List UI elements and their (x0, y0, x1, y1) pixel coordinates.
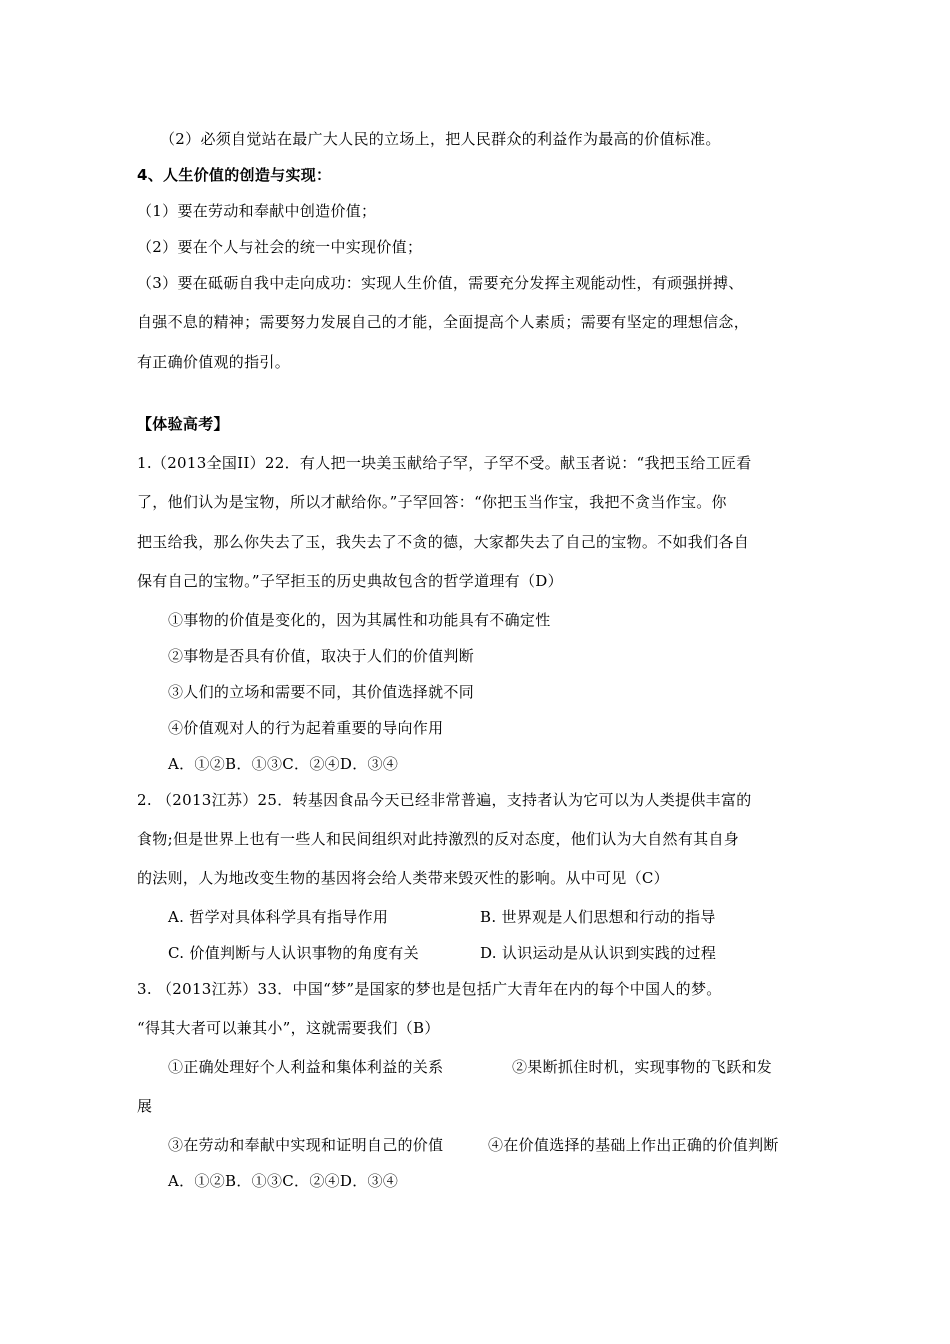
paragraph-line: （1）要在劳动和奉献中创造价值； (137, 202, 377, 220)
question-2-options-row (168, 943, 808, 963)
paragraph-line: 自强不息的精神；需要努力发展自己的才能，全面提高个人素质；需要有坚定的理想信念， (137, 313, 750, 331)
question-1-line: 把玉给我，那么你失去了玉，我失去了不贪的德，大家都失去了自己的宝物。不如我们各自 (137, 533, 750, 551)
question-1-line: 了，他们认为是宝物，所以才献给你。”子罕回答：“你把玉当作宝，我把不贪当作宝。你 (137, 493, 727, 511)
paragraph-line: （3）要在砥砺自我中走向成功：实现人生价值，需要充分发挥主观能动性，有顽强拼搏、 (137, 274, 744, 292)
option-2-continued: 展 (137, 1097, 153, 1115)
question-1-option: ①事物的价值是变化的，因为其属性和功能具有不确定性 (168, 611, 551, 629)
question-3-options-row (168, 1057, 808, 1077)
paragraph-line: （2）必须自觉站在最广大人民的立场上，把人民群众的利益作为最高的价值标准。 (160, 130, 721, 148)
option-b: B. 世界观是人们思想和行动的指导 (480, 908, 716, 926)
question-1-line: 保有自己的宝物。”子罕拒玉的历史典故包含的哲学道理有（D） (137, 572, 563, 590)
option-a: A. 哲学对具体科学具有指导作用 (168, 908, 389, 926)
question-1-option: ④价值观对人的行为起着重要的导向作用 (168, 719, 444, 737)
question-1-option: ②事物是否具有价值，取决于人们的价值判断 (168, 647, 475, 665)
option-2: ②果断抓住时机，实现事物的飞跃和发 (512, 1058, 773, 1076)
question-2-options-row (168, 907, 808, 927)
question-3-line: “得其大者可以兼其小”，这就需要我们（B） (137, 1019, 440, 1037)
option-3: ③在劳动和奉献中实现和证明自己的价值 (168, 1136, 444, 1154)
question-2-line: 2. （2013江苏）25．转基因食品今天已经非常普遍，支持者认为它可以为人类提供丰富的 (137, 791, 752, 809)
question-2-line: 的法则，人为地改变生物的基因将会给人类带来毁灭性的影响。从中可见（C） (137, 869, 669, 887)
option-1: ①正确处理好个人利益和集体利益的关系 (168, 1058, 444, 1076)
question-1-option: ③人们的立场和需要不同，其价值选择就不同 (168, 683, 475, 701)
option-d: D. 认识运动是从认识到实践的过程 (480, 944, 717, 962)
question-1-answers: A．①②B．①③C．②④D．③④ (168, 755, 399, 773)
question-3-options-row (168, 1135, 818, 1155)
question-3-line: 3. （2013江苏）33．中国“梦”是国家的梦也是包括广大青年在内的每个中国人的梦。 (137, 980, 722, 998)
question-1-line: 1.（2013全国II）22．有人把一块美玉献给子罕，子罕不受。献玉者说：“我把玉给工匠看 (137, 454, 752, 472)
option-c: C. 价值判断与人认识事物的角度有关 (168, 944, 419, 962)
section-title: 【体验高考】 (137, 415, 229, 433)
paragraph-line: （2）要在个人与社会的统一中实现价值； (137, 238, 423, 256)
option-4: ④在价值选择的基础上作出正确的价值判断 (488, 1136, 779, 1154)
question-2-line: 食物;但是世界上也有一些人和民间组织对此持激烈的反对态度，他们认为大自然有其自身 (137, 830, 740, 848)
question-3-answers: A．①②B．①③C．②④D．③④ (168, 1172, 399, 1190)
paragraph-line: 有正确价值观的指引。 (137, 353, 291, 371)
section-heading: 4、人生价值的创造与实现： (137, 166, 332, 184)
